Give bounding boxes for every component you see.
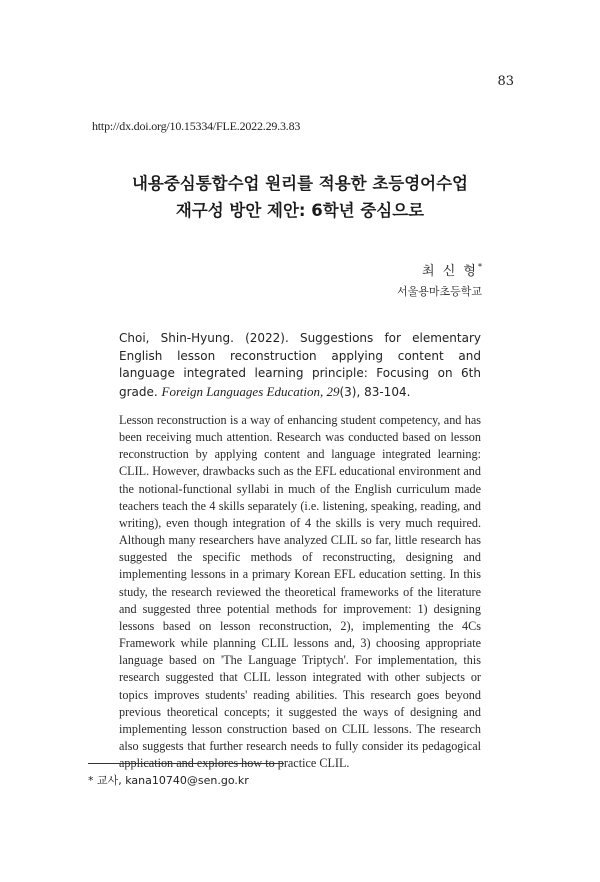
page-number: 83 (497, 74, 514, 89)
title-line-1: 내용중심통합수업 원리를 적용한 초등영어수업 (131, 174, 468, 193)
footnote-divider (88, 763, 284, 764)
citation-text: Choi, Shin-Hyung. (2022). Suggestions for elementary English lesson reconstruction applying content and language integrated learning principle: Focusing on 6th grade. (119, 331, 481, 399)
abstract: Lesson reconstruction is a way of enhancing student competency, and has been receiving much attention. Research was conducted based on lesson reconstruction by applying content and language integrated learning: CLIL. However, drawbacks such as the EFL educational environment and the notional-functional syllabi in much of the English curriculum made teachers teach the 4 skills separately (i.e. listening, speaking, reading, and writing), even though integration of 4 the skills is very much required. Although many researchers have analyzed CLIL so far, little research has suggested the specific methods of reconstructing, designing and implementing lessons in a primary Korean EFL education setting. In this study, the research reviewed the theoretical frameworks of the literature and suggested three potential methods for improvement: 1) designing lessons based on lesson reconstruction, 2), implementing the 4Cs Framework while planning CLIL lessons and, 3) choosing appropriate language based on 'The Language Triptych'. For implementation, this research suggested that CLIL lesson integrated with other subjects or topics improves students' reading abilities. This research goes beyond previous theoretical concepts; it suggested the ways of designing and implementing lesson construction based on CLIL lessons. The research also suggests that further research needs to fully consider its pedagogical application and explores how to practice CLIL. (119, 413, 481, 771)
author-footnote-mark: * (478, 262, 482, 272)
author-name-block (422, 260, 482, 279)
paper-title (0, 170, 600, 224)
citation-journal: Foreign Languages Education, 29 (161, 383, 340, 399)
title-line-2: 재구성 방안 제안: 6학년 중심으로 (175, 201, 425, 220)
doi-link[interactable]: http://dx.doi.org/10.15334/FLE.2022.29.3.83 (92, 119, 301, 133)
citation (119, 330, 481, 401)
citation-issue-pages: (3), 83-104. (339, 384, 411, 399)
author-affiliation: 서울용마초등학교 (396, 285, 482, 298)
footnote: * 교사, kana10740@sen.go.kr (88, 774, 249, 787)
author-name: 최 신 형 (422, 264, 478, 279)
